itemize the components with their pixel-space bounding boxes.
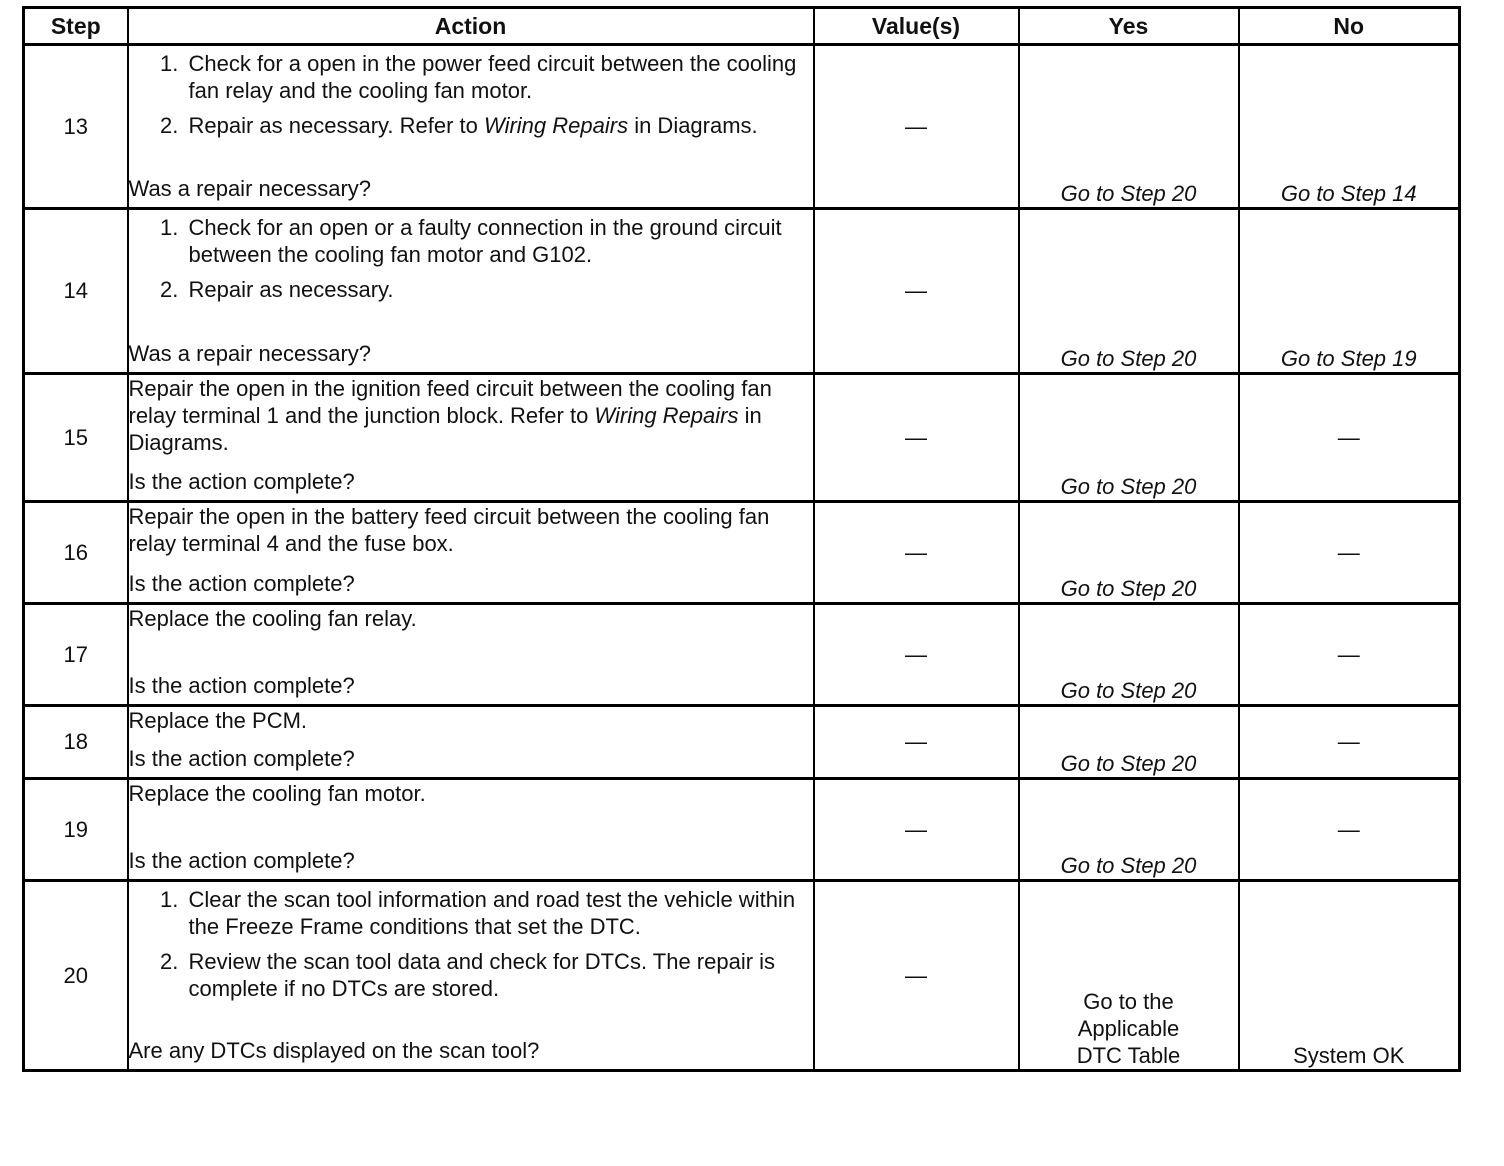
- table-row: [24, 881, 1460, 1071]
- substep-list: [129, 214, 813, 303]
- action-content: [129, 882, 813, 1064]
- action-question: Is the action complete?: [128, 848, 355, 873]
- step-number: 13: [24, 45, 128, 209]
- yes-action-link[interactable]: Go to Step 20: [1060, 474, 1197, 499]
- action-question: Is the action complete?: [128, 746, 355, 771]
- no-action-link[interactable]: Go to Step 14: [1280, 181, 1417, 206]
- action-text: Review the scan tool data and check for DTCs. The repair is complete if no DTCs are stored.: [188, 949, 776, 1001]
- yes-action-link[interactable]: Go to Step 20: [1060, 853, 1197, 878]
- action-cell: [128, 706, 814, 779]
- yes-cell: [1019, 881, 1239, 1071]
- step-number: 20: [24, 881, 128, 1071]
- action-text: Repair the open in the ignition feed circuit between the cooling fan relay terminal 1 and the junction block. Refer to: [128, 376, 772, 428]
- step-number: 18: [24, 706, 128, 779]
- value-cell: [814, 502, 1019, 604]
- action-text: Repair the open in the battery feed circuit between the cooling fan relay terminal 4 and the fuse box.: [128, 504, 770, 556]
- yes-action-link[interactable]: Go to Step 20: [1060, 181, 1197, 206]
- action-description: [129, 707, 813, 734]
- yes-cell: [1019, 706, 1239, 779]
- yes-action-link[interactable]: Go to Step 20: [1060, 678, 1197, 703]
- action-description: [129, 780, 813, 807]
- value-cell: [814, 604, 1019, 706]
- value-dash: —: [905, 278, 927, 303]
- action-text: in Diagrams.: [628, 113, 758, 138]
- value-cell: [814, 209, 1019, 374]
- step-number: 14: [24, 209, 128, 374]
- yes-cell: [1019, 502, 1239, 604]
- value-cell: [814, 45, 1019, 209]
- no-action-link[interactable]: System OK: [1293, 1043, 1405, 1068]
- no-dash: —: [1337, 816, 1360, 842]
- action-description: [129, 46, 813, 139]
- table-body: [24, 45, 1460, 1071]
- substep-item: [185, 948, 813, 1002]
- action-text: in Diagrams.: [128, 403, 762, 455]
- action-description: [129, 503, 813, 557]
- yes-cell: [1019, 209, 1239, 374]
- table-row: [24, 45, 1460, 209]
- value-dash: —: [905, 539, 927, 565]
- action-content: [129, 503, 813, 597]
- table-row: [24, 604, 1460, 706]
- value-cell: [814, 779, 1019, 881]
- action-cell: [128, 604, 814, 706]
- action-description: [129, 605, 813, 632]
- yes-cell: [1019, 374, 1239, 502]
- action-question: Is the action complete?: [128, 673, 355, 698]
- action-content: [129, 605, 813, 699]
- action-content: [129, 375, 813, 495]
- value-dash: —: [905, 962, 927, 988]
- action-text: Repair as necessary. Refer to: [188, 113, 484, 138]
- action-text: Repair as necessary.: [188, 277, 394, 302]
- header-step: Step: [24, 8, 128, 45]
- no-dash: —: [1337, 539, 1360, 565]
- table-row: [24, 706, 1460, 779]
- step-number: 16: [24, 502, 128, 604]
- reference-text: Wiring Repairs: [484, 113, 629, 138]
- no-cell: [1239, 45, 1460, 209]
- substep-item: [185, 214, 813, 268]
- value-cell: [814, 374, 1019, 502]
- no-dash: —: [1337, 424, 1360, 450]
- substep-item: [185, 276, 813, 303]
- yes-cell: [1019, 45, 1239, 209]
- action-content: [129, 780, 813, 874]
- step-number: 19: [24, 779, 128, 881]
- no-cell: [1239, 209, 1460, 374]
- action-description: [129, 375, 813, 456]
- action-text: Check for an open or a faulty connection in the ground circuit between the cooling fan motor and G102.: [188, 215, 782, 267]
- action-text: Clear the scan tool information and road test the vehicle within the Freeze Frame conditions that set the DTC.: [188, 887, 796, 939]
- action-cell: [128, 779, 814, 881]
- yes-cell: [1019, 779, 1239, 881]
- action-text: Replace the PCM.: [128, 708, 308, 733]
- action-question: Are any DTCs displayed on the scan tool?: [128, 1038, 540, 1063]
- header-row: [24, 8, 1460, 45]
- action-description: [129, 210, 813, 303]
- yes-action-link[interactable]: Go to Step 20: [1060, 346, 1197, 371]
- value-dash: —: [905, 113, 927, 139]
- action-question: Was a repair necessary?: [128, 176, 372, 201]
- action-content: [129, 46, 813, 202]
- no-cell: [1239, 706, 1460, 779]
- value-cell: [814, 881, 1019, 1071]
- action-content: [129, 707, 813, 772]
- step-number: 17: [24, 604, 128, 706]
- value-dash: —: [905, 424, 927, 450]
- action-description: [129, 882, 813, 1002]
- value-cell: [814, 706, 1019, 779]
- no-cell: [1239, 881, 1460, 1071]
- no-cell: [1239, 502, 1460, 604]
- action-question: Is the action complete?: [128, 469, 355, 494]
- no-cell: [1239, 604, 1460, 706]
- yes-action-link[interactable]: Go to Step 20: [1060, 576, 1197, 601]
- action-question: Was a repair necessary?: [128, 341, 372, 366]
- action-cell: [128, 502, 814, 604]
- yes-action-link[interactable]: Go to Step 20: [1060, 751, 1197, 776]
- action-cell: [128, 881, 814, 1071]
- header-action: Action: [128, 8, 814, 45]
- header-yes: Yes: [1019, 8, 1239, 45]
- substep-item: [185, 50, 813, 104]
- action-text: Check for a open in the power feed circuit between the cooling fan relay and the cooling fan motor.: [188, 51, 797, 103]
- action-text: Replace the cooling fan relay.: [128, 606, 417, 631]
- no-dash: —: [1337, 641, 1360, 667]
- no-dash: —: [1337, 729, 1360, 754]
- substep-item: [185, 886, 813, 940]
- header-values: Value(s): [814, 8, 1019, 45]
- table-row: [24, 209, 1460, 374]
- value-dash: —: [905, 641, 927, 667]
- diagnostic-table: [22, 6, 1461, 1072]
- value-dash: —: [905, 729, 927, 754]
- table-row: [24, 374, 1460, 502]
- substep-list: [129, 886, 813, 1002]
- header-no: No: [1239, 8, 1460, 45]
- no-action-link[interactable]: Go to Step 19: [1280, 346, 1417, 371]
- substep-list: [129, 50, 813, 139]
- yes-cell: [1019, 604, 1239, 706]
- value-dash: —: [905, 816, 927, 842]
- action-cell: [128, 209, 814, 374]
- action-question: Is the action complete?: [128, 571, 355, 596]
- action-cell: [128, 45, 814, 209]
- reference-text: Wiring Repairs: [594, 403, 739, 428]
- action-cell: [128, 374, 814, 502]
- action-content: [129, 210, 813, 367]
- substep-item: [185, 112, 813, 139]
- no-cell: [1239, 779, 1460, 881]
- table-row: [24, 502, 1460, 604]
- step-number: 15: [24, 374, 128, 502]
- yes-action-link[interactable]: Go to the Applicable DTC Table: [1076, 989, 1181, 1068]
- action-text: Replace the cooling fan motor.: [128, 781, 426, 806]
- no-cell: [1239, 374, 1460, 502]
- table-row: [24, 779, 1460, 881]
